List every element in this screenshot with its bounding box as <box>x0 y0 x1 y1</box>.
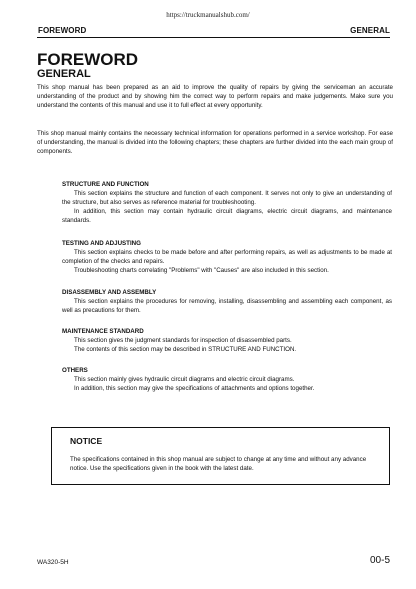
section-line: This section explains the procedures for removing, installing, disassembling and assembling each component, as well as precautions for them. <box>62 298 392 314</box>
section-heading-testing: TESTING AND ADJUSTING <box>62 240 141 247</box>
section-body-others <box>62 375 392 393</box>
intro-paragraph-1: This shop manual has been prepared as an aid to improve the quality of repairs by giving the serviceman an accurate understanding of the product and by showing him the correct way to perform repairs and make judgements. Make sure you understand the contents of this manual and use it to full effect at every opportunity. <box>37 84 393 109</box>
intro-paragraph-2: This shop manual mainly contains the necessary technical information for operations performed in a service workshop. For ease of understanding, the manual is divided into the following chapters; these chapters are further divided into the each main group of components. <box>37 130 393 155</box>
section-body-structure <box>62 189 392 225</box>
source-url[interactable]: https://truckmanualshub.com/ <box>166 11 250 19</box>
section-line: This section explains checks to be made before and after performing repairs, as well as adjustments to be made at completion of the checks and repairs. <box>62 249 392 265</box>
section-heading-structure: STRUCTURE AND FUNCTION <box>62 181 149 188</box>
section-body-testing <box>62 248 392 275</box>
section-heading-disassembly: DISASSEMBLY AND ASSEMBLY <box>62 289 157 296</box>
section-line: In addition, this section may give the specifications of attachments and options together. <box>74 385 315 392</box>
header-chapter: FOREWORD <box>38 26 87 35</box>
section-line: The contents of this section may be described in STRUCTURE AND FUNCTION. <box>74 346 297 353</box>
footer-model: WA320-5H <box>37 559 69 566</box>
page-subtitle: GENERAL <box>37 68 91 80</box>
section-heading-others: OTHERS <box>62 367 88 374</box>
section-line: This section mainly gives hydraulic circuit diagrams and electric circuit diagrams. <box>74 376 295 383</box>
page-number: 00-5 <box>369 555 390 566</box>
section-body-disassembly <box>62 297 392 315</box>
notice-box <box>51 427 390 485</box>
page-title: FOREWORD <box>37 50 139 69</box>
section-body-maintenance <box>62 336 392 354</box>
section-line: Troubleshooting charts correlating "Problems" with "Causes" are also included in this section. <box>74 267 329 274</box>
notice-title: NOTICE <box>70 436 103 446</box>
notice-text: The specifications contained in this shop manual are subject to change at any time and without any advance notice. Use the specifications given in the book with the latest date. <box>70 456 367 472</box>
section-line: This section explains the structure and function of each component. It serves not only to give an understanding of the structure, but also serves as reference material for troubleshooting. <box>62 190 392 206</box>
section-line: In addition, this section may contain hydraulic circuit diagrams, electric circuit diagrams, and maintenance standards. <box>62 208 392 224</box>
section-line: This section gives the judgment standards for inspection of disassembled parts. <box>74 337 292 344</box>
header-divider <box>37 37 390 38</box>
header-section: GENERAL <box>350 26 390 35</box>
section-heading-maintenance: MAINTENANCE STANDARD <box>62 328 144 335</box>
